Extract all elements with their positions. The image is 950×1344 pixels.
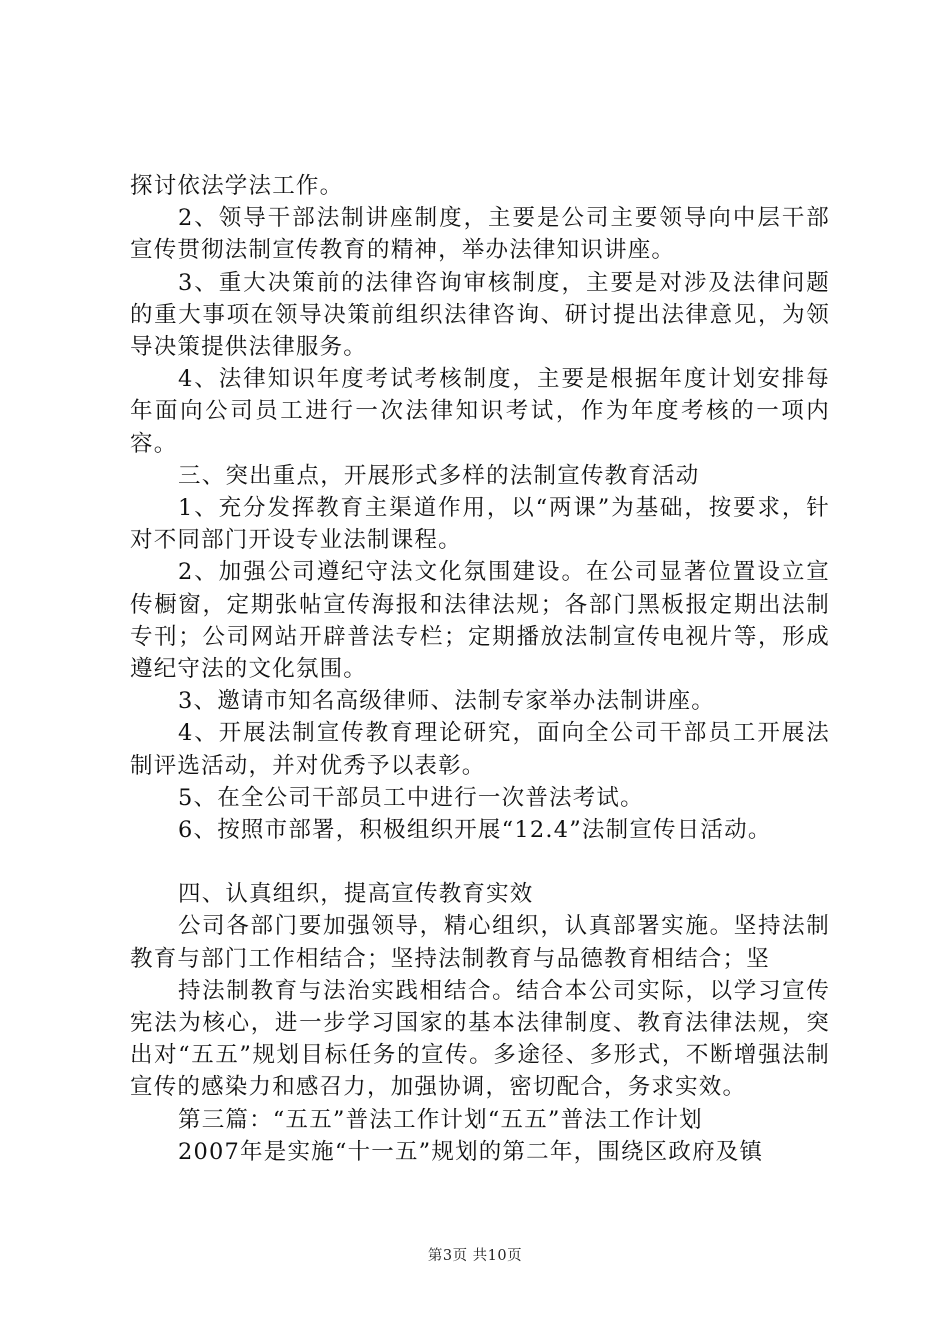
- paragraph: 6、按照市部署，积极组织开展“12.4”法制宣传日活动。: [178, 817, 772, 844]
- paragraph: 4、开展法制宣传教育理论研究，面向全公司干部员工开展法制评选活动，并对优秀予以表彰。: [130, 720, 830, 779]
- paragraph: 第三篇：“五五”普法工作计划“五五”普法工作计划: [178, 1106, 703, 1133]
- paragraph: 5、在全公司干部员工中进行一次普法考试。: [178, 784, 644, 811]
- paragraph: 2007年是实施“十一五”规划的第二年，围绕区政府及镇: [178, 1138, 764, 1165]
- paragraph: 3、重大决策前的法律咨询审核制度，主要是对涉及法律问题的重大事项在领导决策前组织法律咨询、研讨提出法律意见，为领导决策提供法律服务。: [130, 269, 830, 361]
- paragraph: 四、认真组织，提高宣传教育实效: [178, 881, 534, 908]
- paragraph: 公司各部门要加强领导，精心组织，认真部署实施。坚持法制教育与部门工作相结合；坚持法制教育与品德教育相结合；坚: [130, 913, 830, 972]
- paragraph: 持法制教育与法治实践相结合。结合本公司实际，以学习宣传宪法为核心，进一步学习国家的基本法律制度、教育法律法规，突出对“五五”规划目标任务的宣传。多途径、多形式，不断增强法制宣传的感染力和感召力，加强协调，密切配合，务求实效。: [130, 977, 830, 1101]
- paragraph: 3、邀请市知名高级律师、法制专家举办法制讲座。: [178, 688, 715, 715]
- paragraph: 4、法律知识年度考试考核制度，主要是根据年度计划安排每年面向公司员工进行一次法律知识考试，作为年度考核的一项内容。: [130, 366, 830, 457]
- paragraph: 2、加强公司遵纪守法文化氛围建设。在公司显著位置设立宣传橱窗，定期张帖宣传海报和法律法规；各部门黑板报定期出法制专刊；公司网站开辟普法专栏；定期播放法制宣传电视片等，形成遵纪守法的文化氛围。: [130, 559, 830, 683]
- paragraph: 探讨依法学法工作。: [130, 173, 344, 199]
- page-footer: 第3页 共10页: [427, 1248, 523, 1264]
- document-body: [130, 170, 830, 1168]
- paragraph: 2、领导干部法制讲座制度，主要是公司主要领导向中层干部宣传贯彻法制宣传教育的精神，举办法律知识讲座。: [130, 205, 830, 264]
- paragraph: 1、充分发挥教育主渠道作用，以“两课”为基础，按要求，针对不同部门开设专业法制课程。: [130, 495, 830, 554]
- paragraph: 三、突出重点，开展形式多样的法制宣传教育活动: [178, 462, 700, 489]
